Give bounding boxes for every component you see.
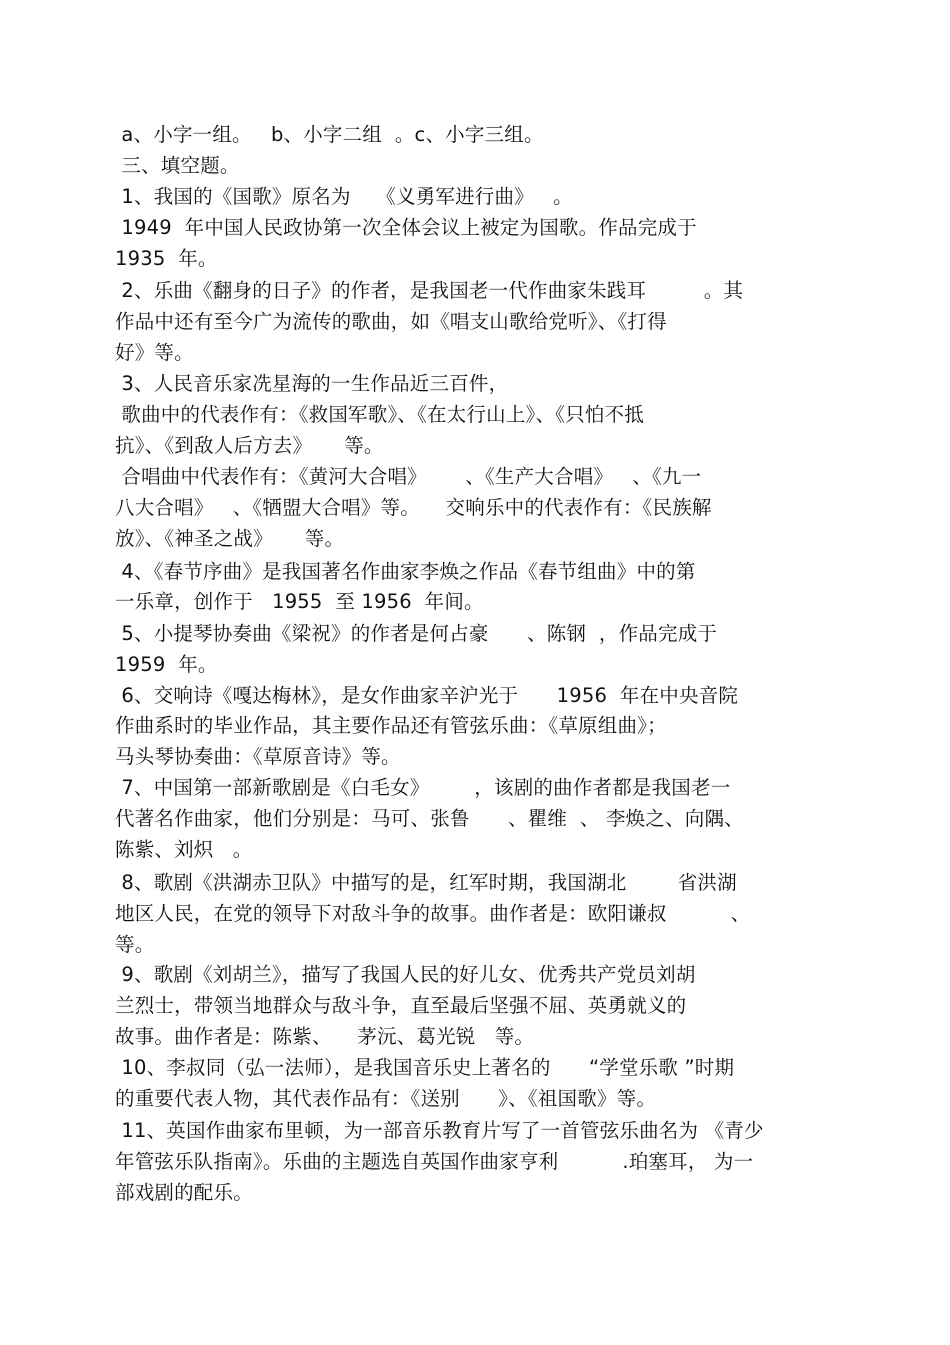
text-line: 部戏剧的配乐。	[115, 1181, 253, 1204]
text-line: 合唱曲中代表作有：《黄河大合唱》 、《生产大合唱》 、《九一	[115, 465, 702, 488]
text-line: 6、交响诗《嘎达梅林》，是女作曲家辛沪光于 1956 年在中央音院	[115, 684, 739, 707]
text-line: 1949 年中国人民政协第一次全体会议上被定为国歌。作品完成于	[115, 216, 697, 239]
text-line: 8、歌剧《洪湖赤卫队》中描写的是，红军时期，我国湖北 省洪湖	[115, 871, 737, 894]
text-line: 故事。曲作者是：陈紫、 茅沅、葛光锐 等。	[115, 1025, 535, 1048]
text-line: 1、我国的《国歌》原名为 《义勇军进行曲》 。	[115, 185, 573, 208]
text-line: 作曲系时的毕业作品，其主要作品还有管弦乐曲：《草原组曲》；	[115, 714, 667, 737]
text-line: 年管弦乐队指南》。乐曲的主题选自英国作曲家亨利 .珀塞耳， 为一	[115, 1150, 754, 1173]
text-line: 八大合唱》 、《牺盟大合唱》等。 交响乐中的代表作有：《民族解	[115, 496, 712, 519]
text-line: 11、英国作曲家布里顿，为一部音乐教育片写了一首管弦乐曲名为 《青少	[115, 1119, 764, 1142]
text-line: 7、中国第一部新歌剧是《白毛女》 ，该剧的曲作者都是我国老一	[115, 776, 731, 799]
text-line: 作品中还有至今广为流传的歌曲，如《唱支山歌给党听》、《打得	[115, 310, 667, 333]
text-line: 4、《春节序曲》是我国著名作曲家李焕之作品《春节组曲》中的第	[115, 560, 696, 583]
text-line: 地区人民，在党的领导下对敌斗争的故事。曲作者是：欧阳谦叔 、	[115, 902, 751, 925]
section-heading: 三、填空题。	[115, 154, 240, 177]
text-line: 一乐章，创作于 1955 至 1956 年间。	[115, 590, 484, 613]
text-line: 1935 年。	[115, 247, 218, 270]
text-line: 10、李叔同（弘一法师），是我国音乐史上著名的 “学堂乐歌 ”时期	[115, 1056, 735, 1079]
text-line: 兰烈士，带领当地群众与敌斗争，直至最后坚强不屈、英勇就义的	[115, 994, 687, 1017]
text-line: 马头琴协奏曲：《草原音诗》等。	[115, 745, 401, 768]
text-line: 等。	[115, 933, 155, 956]
text-line: 2、乐曲《翻身的日子》的作者，是我国老一代作曲家朱践耳 。其	[115, 279, 744, 302]
text-line: 放》、《神圣之战》 等。	[115, 527, 345, 550]
text-line: 的重要代表人物，其代表作品有：《送别 》、《祖国歌》等。	[115, 1087, 657, 1110]
text-line: 9、歌剧《刘胡兰》，描写了我国人民的好儿女、优秀共产党员刘胡	[115, 963, 696, 986]
text-line: 陈紫、刘炽 。	[115, 838, 253, 861]
text-line: 1959 年。	[115, 653, 218, 676]
text-line: 抗》、《到敌人后方去》 等。	[115, 434, 384, 457]
text-line-options: a、小字一组。 b、小字二组 。c、小字三组。	[115, 123, 544, 146]
text-line: 歌曲中的代表作有：《救国军歌》、《在太行山上》、《只怕不抵	[115, 403, 644, 426]
text-line: 3、人民音乐家冼星海的一生作品近三百件，	[115, 372, 509, 395]
text-line: 好》等。	[115, 341, 194, 364]
text-line: 5、小提琴协奏曲《梁祝》的作者是何占豪 、陈钢 ，作品完成于	[115, 622, 718, 645]
text-line: 代著名作曲家，他们分别是：马可、张鲁 、瞿维 、 李焕之、向隅、	[115, 807, 744, 830]
